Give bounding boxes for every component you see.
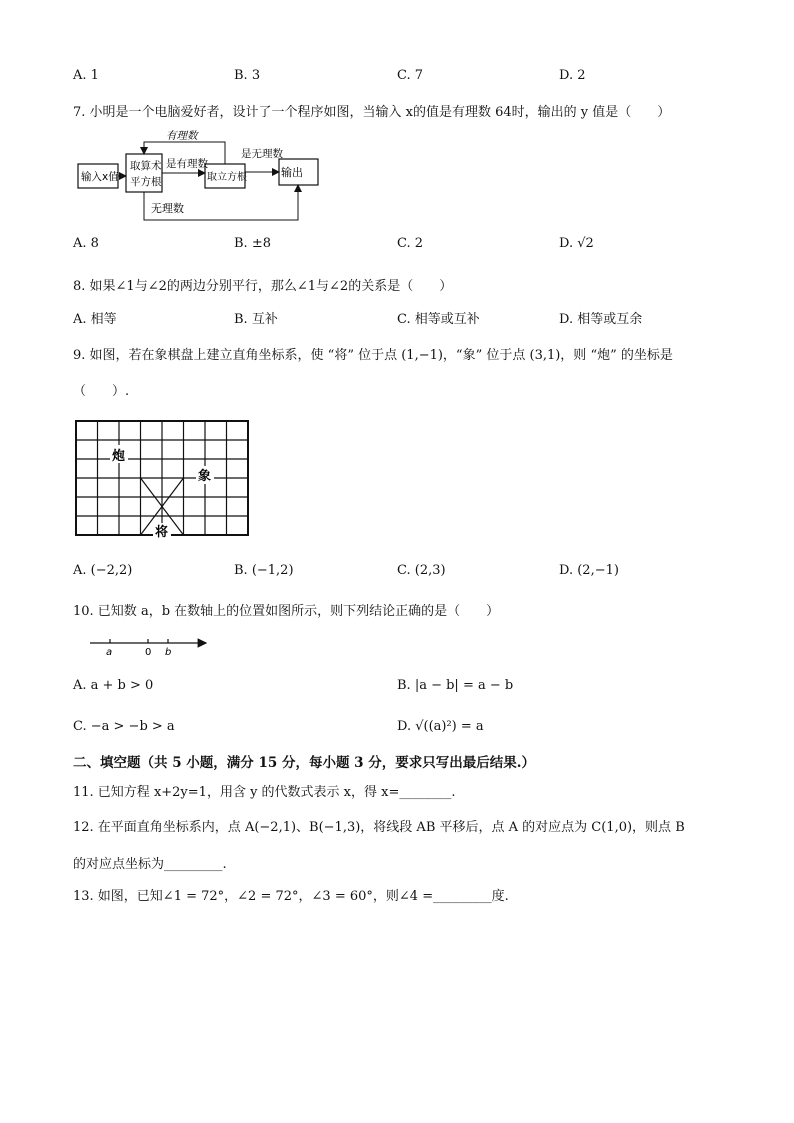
- q10-option-d: D. √((a)²) = a: [397, 719, 484, 734]
- q11-question-text: 11. 已知方程 x+2y=1，用含 y 的代数式表示 x，得 x=________.: [73, 785, 456, 800]
- q10-number-line: [88, 636, 212, 660]
- q10-option-c: C. −a > −b > a: [73, 719, 175, 734]
- q8-option-a: A. 相等: [73, 312, 117, 327]
- q7-option-a: A. 8: [73, 236, 99, 251]
- q7-option-d: D. √2: [559, 236, 594, 251]
- q9-option-b: B. (−1,2): [234, 563, 294, 578]
- q9-question-text-line1: 9. 如图，若在象棋盘上建立直角坐标系，使 “将” 位于点 (1,−1)，“象” 位于点 (3,1)，则 “炮” 的坐标是: [73, 348, 673, 363]
- q10-option-b: B. |a − b| = a − b: [397, 678, 514, 693]
- q10-question-text: 10. 已知数 a，b 在数轴上的位置如图所示，则下列结论正确的是（ ）: [73, 604, 500, 619]
- flow-is-rational-label: 是有理数: [166, 158, 208, 170]
- q8-option-d: D. 相等或互余: [559, 312, 643, 327]
- q9-question-text-line2: （ ）.: [73, 384, 130, 399]
- q7-option-c: C. 2: [397, 236, 424, 251]
- flow-output-label: 输出: [281, 166, 303, 179]
- q8-option-b: B. 互补: [234, 312, 278, 327]
- flow-cbrt-label: 取立方根: [207, 172, 247, 183]
- q7-option-b: B. ±8: [234, 236, 271, 251]
- q6-option-a: A. 1: [73, 68, 99, 83]
- number-line-b: b: [165, 647, 172, 658]
- q7-question-text: 7. 小明是一个电脑爱好者，设计了一个程序如图，当输入 x的值是有理数 64时，输出的 y 值是（ ）: [73, 105, 671, 120]
- flow-is-irrational-label: 是无理数: [241, 148, 283, 160]
- q10-option-a: A. a + b > 0: [73, 678, 154, 693]
- q6-option-d: D. 2: [559, 68, 586, 83]
- flow-input-label: 输入x值: [81, 171, 119, 183]
- number-line-a: a: [106, 647, 113, 658]
- q12-question-text-line2: 的对应点坐标为_________.: [73, 857, 227, 872]
- flow-sqrt-label-1: 取算术: [130, 160, 162, 172]
- q7-flowchart: [74, 126, 334, 226]
- q9-option-c: C. (2,3): [397, 563, 446, 578]
- chess-piece-jiang: 将: [155, 525, 169, 539]
- flow-sqrt-label-2: 平方根: [130, 176, 162, 188]
- number-line-zero: 0: [145, 647, 152, 658]
- q9-option-d: D. (2,−1): [559, 563, 619, 578]
- q6-option-c: C. 7: [397, 68, 424, 83]
- q12-question-text-line1: 12. 在平面直角坐标系内，点 A(−2,1)、B(−1,3)，将线段 AB 平移后，点 A 的对应点为 C(1,0)，则点 B: [73, 820, 685, 835]
- q9-chessboard: [74, 419, 252, 539]
- q13-question-text: 13. 如图，已知∠1 = 72°，∠2 = 72°，∠3 = 60°，则∠4 =_________度.: [73, 889, 509, 904]
- flow-rational-back-label: 有理数: [166, 130, 198, 142]
- q9-option-a: A. (−2,2): [73, 563, 133, 578]
- q8-question-text: 8. 如果∠1与∠2的两边分别平行，那么∠1与∠2的关系是（ ）: [73, 279, 453, 294]
- q6-option-b: B. 3: [234, 68, 261, 83]
- section-title-fill-in: 二、填空题（共 5 小题，满分 15 分，每小题 3 分，要求只写出最后结果.）: [73, 755, 535, 771]
- q8-option-c: C. 相等或互补: [397, 312, 480, 327]
- chess-piece-pao: 炮: [112, 449, 126, 464]
- chess-piece-xiang: 象: [198, 469, 212, 484]
- flow-irrational-label: 无理数: [151, 202, 184, 215]
